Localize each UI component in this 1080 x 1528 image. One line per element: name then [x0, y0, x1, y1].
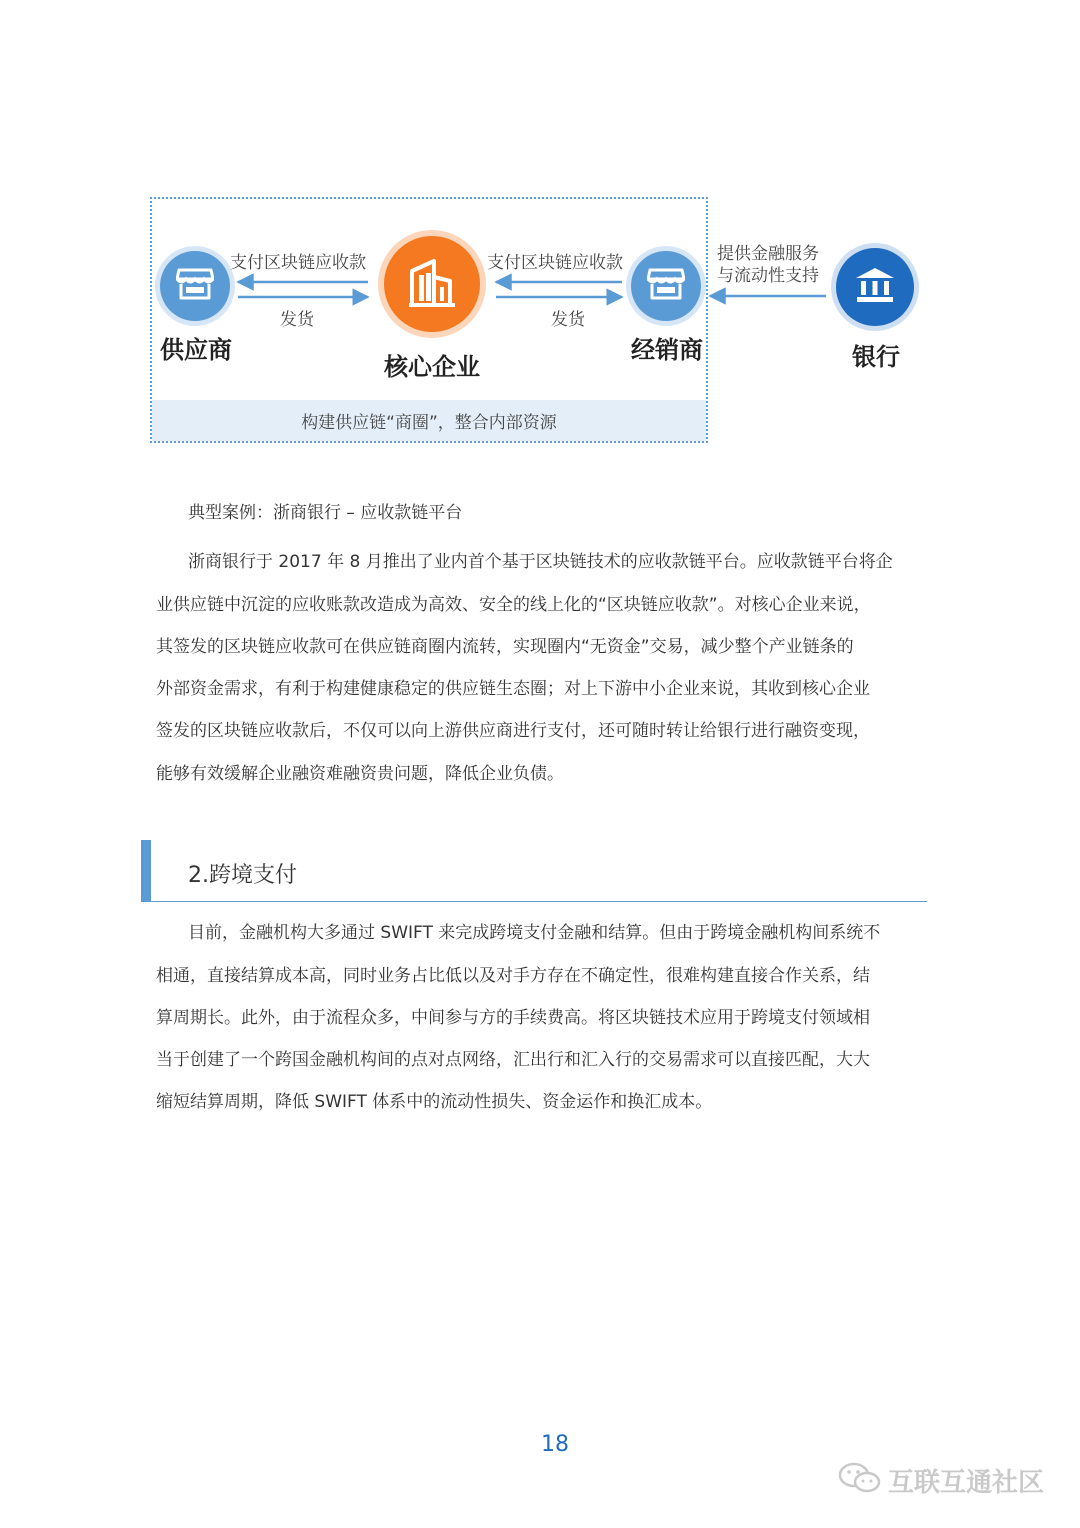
section-paragraph-line: 相通，直接结算成本高，同时业务占比低以及对手方存在不确定性，很难构建直接合作关系，结 [156, 966, 870, 986]
edge-label-bank-line2: 与流动性支持 [717, 266, 819, 286]
dealer-label: 经销商 [631, 336, 703, 364]
bank-node [836, 248, 914, 326]
case-paragraph-line: 其签发的区块链应收款可在供应链商圈内流转，实现圈内“无资金”交易，减少整个产业链条的 [156, 637, 854, 657]
edge-label-ship-dealer: 发货 [551, 310, 585, 330]
bank-label: 银行 [852, 343, 900, 371]
case-paragraph-line: 外部资金需求，有利于构建健康稳定的供应链生态圈；对上下游中小企业来说，其收到核心企业 [156, 679, 870, 699]
edge-label-bank-line1: 提供金融服务 [717, 244, 819, 264]
supplier-label: 供应商 [160, 336, 232, 364]
case-title: 典型案例：浙商银行 – 应收款链平台 [188, 503, 463, 523]
section-paragraph-line: 当于创建了一个跨国金融机构间的点对点网络，汇出行和汇入行的交易需求可以直接匹配，大大 [156, 1050, 870, 1070]
section-title: 2.跨境支付 [188, 863, 297, 888]
edge-label-pay-supplier: 支付区块链应收款 [230, 253, 366, 273]
store-icon [176, 267, 214, 305]
diagram-footer: 构建供应链“商圈”，整合内部资源 [152, 400, 706, 441]
case-paragraph-line: 签发的区块链应收款后，不仅可以向上游供应商进行支付，还可随时转让给银行进行融资变现， [156, 721, 870, 741]
watermark-text: 互联互通社区 [888, 1467, 1045, 1498]
edge-label-ship-supplier: 发货 [280, 310, 314, 330]
case-paragraph-line: 浙商银行于 2017 年 8 月推出了业内首个基于区块链技术的应收款链平台。应收款链平台将企 [188, 552, 893, 572]
edge-label-bank-services [717, 243, 819, 287]
page-number: 18 [541, 1432, 569, 1457]
core-enterprise-label: 核心企业 [384, 353, 480, 381]
supplier-node [160, 251, 230, 321]
section-paragraph-line: 缩短结算周期，降低 SWIFT 体系中的流动性损失、资金运作和换汇成本。 [156, 1092, 713, 1112]
section-accent-bar [141, 840, 151, 902]
case-paragraph-line: 能够有效缓解企业融资难融资贵问题，降低企业负债。 [156, 764, 564, 784]
edge-label-pay-dealer: 支付区块链应收款 [487, 253, 623, 273]
wechat-icon [838, 1461, 882, 1499]
core-enterprise-node [384, 236, 480, 332]
case-paragraph-line: 业供应链中沉淀的应收账款改造成为高效、安全的线上化的“区块链应收款”。对核心企业来说， [156, 595, 871, 615]
watermark [838, 1461, 1044, 1499]
dealer-node [631, 251, 701, 321]
store-icon [647, 267, 685, 305]
section-paragraph-line: 算周期长。此外，由于流程众多，中间参与方的手续费高。将区块链技术应用于跨境支付领域相 [156, 1008, 870, 1028]
building-icon [408, 257, 456, 311]
bank-icon [854, 266, 896, 308]
section-divider [141, 901, 927, 902]
section-paragraph-line: 目前，金融机构大多通过 SWIFT 来完成跨境支付金融和结算。但由于跨境金融机构间系统不 [188, 923, 881, 943]
